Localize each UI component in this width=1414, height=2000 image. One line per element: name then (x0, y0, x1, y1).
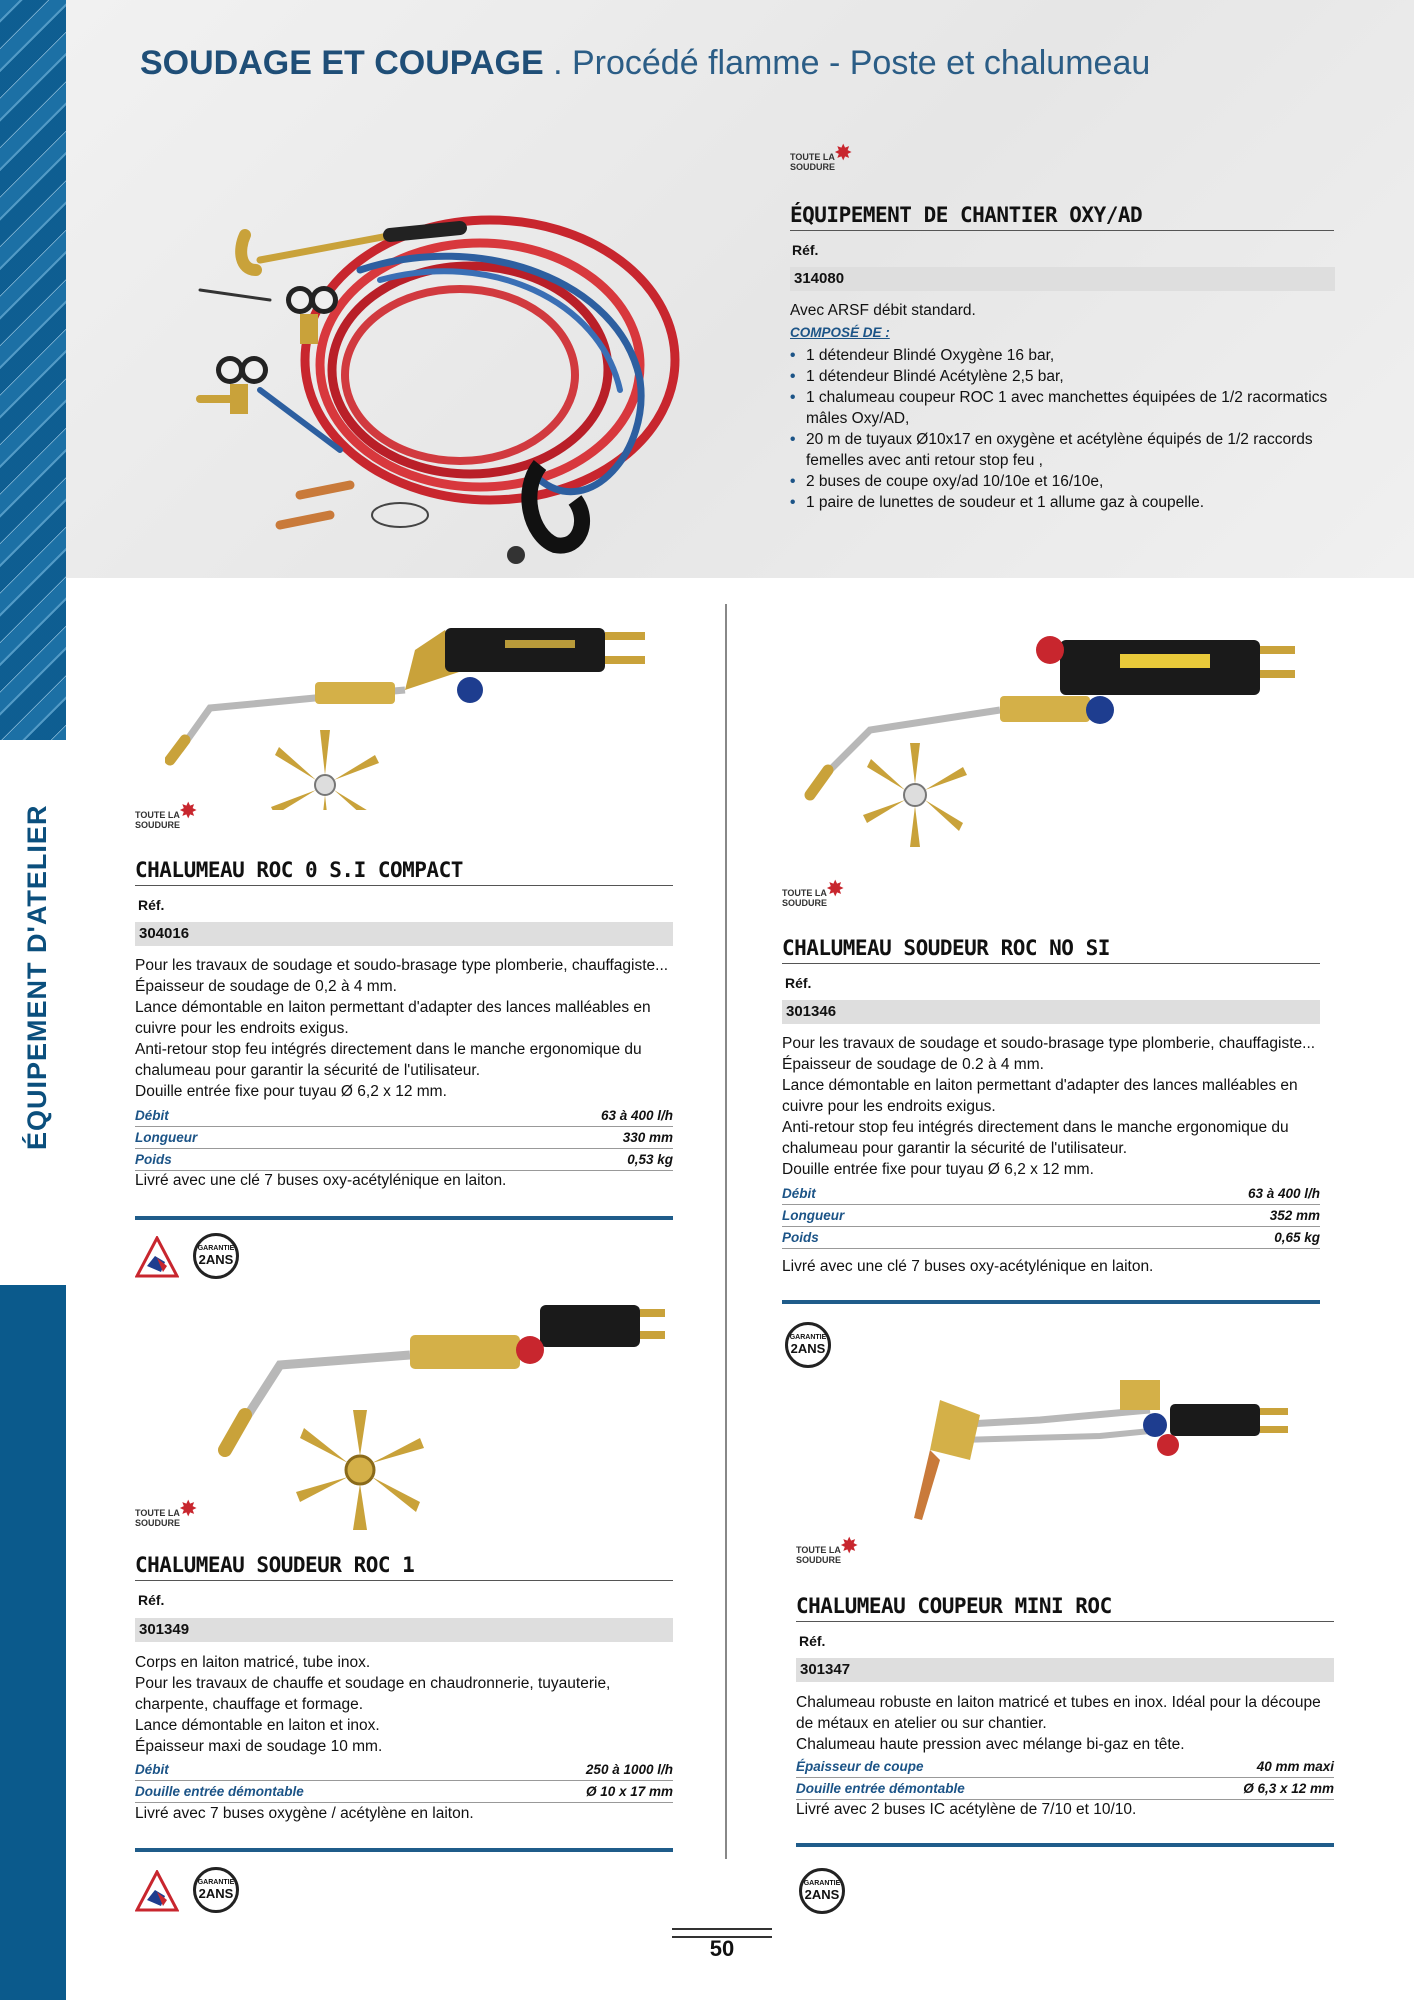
product-title: CHALUMEAU SOUDEUR ROC NO SI (782, 936, 1320, 964)
made-in-france-icon (135, 1870, 179, 1914)
desc-line: Anti-retour stop feu intégrés directement dans le manche ergonomique du chalumeau pour garantir la sécurité de l'utilisateur. (782, 1119, 1289, 1157)
brand-line2: SOUDURE (135, 1518, 181, 1528)
product-description (782, 1033, 1322, 1180)
product-title: CHALUMEAU SOUDEUR ROC 1 (135, 1553, 673, 1581)
spec-key: Épaisseur de coupe (796, 1759, 924, 1774)
spec-row (135, 1149, 673, 1171)
kit-image (160, 190, 720, 580)
spec-table (135, 1105, 673, 1171)
brand-line1: TOUTE LA (135, 1508, 180, 1518)
category-label: ÉQUIPEMENT D'ATELIER (22, 804, 52, 1150)
brand-line1: TOUTE LA (796, 1545, 841, 1555)
spec-row (135, 1759, 673, 1781)
spec-value: 63 à 400 l/h (1247, 1186, 1320, 1201)
spec-key: Débit (135, 1762, 169, 1777)
spec-value: 40 mm maxi (1256, 1759, 1334, 1774)
spec-value: 352 mm (1269, 1208, 1320, 1223)
warranty-badge (799, 1868, 845, 1914)
desc-line: Lance démontable en laiton permettant d'adapter des lances malléables en cuivre pour les endroits exigus. (782, 1077, 1298, 1115)
side-lower (0, 1285, 66, 2000)
spec-key: Longueur (135, 1130, 198, 1145)
desc-line: Pour les travaux de soudage et soudo-brasage type plomberie, chauffagiste... (782, 1035, 1316, 1052)
title-rest: . Procédé flamme - Poste et chalumeau (543, 44, 1151, 82)
spec-row (135, 1105, 673, 1127)
spec-value: 0,65 kg (1274, 1230, 1320, 1245)
warranty-badge (785, 1322, 831, 1368)
delivered-note: Livré avec 7 buses oxygène / acétylène en laiton. (135, 1805, 474, 1822)
desc-line: Pour les travaux de soudage et soudo-brasage type plomberie, chauffagiste... (135, 957, 669, 974)
product-description (135, 1652, 675, 1757)
spec-table (135, 1759, 673, 1803)
delivered-note: Livré avec une clé 7 buses oxy-acétylénique en laiton. (135, 1172, 507, 1189)
torch-roc0-image (165, 610, 665, 810)
torch-roc1-image (210, 1295, 670, 1535)
spec-value: Ø 10 x 17 mm (585, 1784, 673, 1799)
page-number (672, 1936, 772, 1962)
brand-star-icon: ✸ (826, 876, 845, 901)
brand-star-icon: ✸ (179, 1496, 198, 1521)
spec-key: Douille entrée démontable (135, 1784, 304, 1799)
section-rule (135, 1216, 673, 1220)
desc-line: Pour les travaux de chauffe et soudage en chaudronnerie, tuyauterie, charpente, chauffage et formage. (135, 1675, 611, 1713)
spec-key: Longueur (782, 1208, 845, 1223)
title-bold: SOUDAGE ET COUPAGE (140, 44, 544, 82)
delivered-note: Livré avec une clé 7 buses oxy-acétylénique en laiton. (782, 1258, 1154, 1275)
product-title: CHALUMEAU COUPEUR MINI ROC (796, 1594, 1334, 1622)
brand-logo (796, 1533, 859, 1565)
torch-miniroc-image (900, 1370, 1300, 1540)
list-item: • 1 paire de lunettes de soudeur et 1 allume gaz à coupelle. (790, 492, 1335, 513)
section-rule (135, 1848, 673, 1852)
delivered-note: Livré avec 2 buses IC acétylène de 7/10 et 10/10. (796, 1801, 1137, 1818)
brand-line2: SOUDURE (796, 1555, 842, 1565)
product-title: CHALUMEAU ROC 0 S.I COMPACT (135, 858, 673, 886)
badge-label: GARANTIE (789, 1334, 827, 1341)
warranty-badge (193, 1867, 239, 1913)
ref-value: 301346 (782, 1000, 1320, 1024)
spec-key: Débit (782, 1186, 816, 1201)
spec-row (796, 1756, 1334, 1778)
product-intro: Avec ARSF débit standard. (790, 302, 976, 319)
desc-line: Douille entrée fixe pour tuyau Ø 6,2 x 12 mm. (782, 1161, 1094, 1178)
brand-logo (135, 1496, 198, 1528)
spec-key: Douille entrée démontable (796, 1781, 965, 1796)
desc-line: Corps en laiton matricé, tube inox. (135, 1654, 371, 1671)
brand-line1: TOUTE LA (782, 888, 827, 898)
spec-row (135, 1781, 673, 1803)
badge-years: 2ANS (790, 1341, 826, 1356)
warranty-badge (193, 1233, 239, 1279)
page-number-rule (672, 1928, 772, 1938)
spec-key: Poids (782, 1230, 819, 1245)
brand-star-icon: ✸ (834, 140, 853, 165)
list-item: • 1 détendeur Blindé Oxygène 16 bar, (790, 345, 1335, 366)
ref-label: Réf. (138, 1592, 165, 1608)
badge-years: 2ANS (198, 1886, 234, 1901)
product-description (135, 955, 675, 1102)
ref-value: 301349 (135, 1618, 673, 1642)
spec-row (782, 1205, 1320, 1227)
badge-label: GARANTIE (197, 1245, 235, 1252)
brand-star-icon: ✸ (179, 798, 198, 823)
brand-line1: TOUTE LA (135, 810, 180, 820)
spec-value: 63 à 400 l/h (600, 1108, 673, 1123)
badge-label: GARANTIE (803, 1880, 841, 1887)
spec-row (796, 1778, 1334, 1800)
side-pattern (0, 0, 66, 740)
column-divider (725, 604, 727, 1859)
desc-line: Lance démontable en laiton permettant d'adapter des lances malléables en cuivre pour les endroits exigus. (135, 999, 651, 1037)
ref-value: 301347 (796, 1658, 1334, 1682)
list-item: • 20 m de tuyaux Ø10x17 en oxygène et acétylène équipés de 1/2 raccords femelles avec anti retour stop feu , (790, 429, 1335, 471)
section-rule (782, 1300, 1320, 1304)
page-title (140, 44, 1150, 83)
list-item: • 1 détendeur Blindé Acétylène 2,5 bar, (790, 366, 1335, 387)
spec-value: 330 mm (622, 1130, 673, 1145)
spec-key: Débit (135, 1108, 169, 1123)
spec-key: Poids (135, 1152, 172, 1167)
ref-label: Réf. (785, 975, 812, 991)
spec-value: 0,53 kg (627, 1152, 673, 1167)
brand-line2: SOUDURE (135, 820, 181, 830)
desc-line: Chalumeau haute pression avec mélange bi-gaz en tête. (796, 1736, 1185, 1753)
made-in-france-icon (135, 1236, 179, 1280)
spec-row (782, 1183, 1320, 1205)
desc-line: Épaisseur de soudage de 0.2 à 4 mm. (782, 1056, 1044, 1073)
badge-years: 2ANS (804, 1887, 840, 1902)
list-item: • 2 buses de coupe oxy/ad 10/10e et 16/10e, (790, 471, 1335, 492)
component-list (790, 345, 1335, 513)
brand-logo (782, 876, 845, 908)
product-title: ÉQUIPEMENT DE CHANTIER OXY/AD (790, 203, 1334, 231)
ref-label: Réf. (138, 897, 165, 913)
spec-row (782, 1227, 1320, 1249)
ref-value: 314080 (790, 267, 1335, 291)
spec-value: Ø 6,3 x 12 mm (1243, 1781, 1334, 1796)
desc-line: Douille entrée fixe pour tuyau Ø 6,2 x 12 mm. (135, 1083, 447, 1100)
composed-label: COMPOSÉ DE : (790, 325, 890, 340)
spec-table (782, 1183, 1320, 1249)
desc-line: Lance démontable en laiton et inox. (135, 1717, 380, 1734)
desc-line: Anti-retour stop feu intégrés directement dans le manche ergonomique du chalumeau pour garantir la sécurité de l'utilisateur. (135, 1041, 642, 1079)
brand-logo (135, 798, 198, 830)
badge-label: GARANTIE (197, 1879, 235, 1886)
spec-value: 250 à 1000 l/h (585, 1762, 673, 1777)
ref-value: 304016 (135, 922, 673, 946)
ref-label: Réf. (799, 1633, 826, 1649)
brand-star-icon: ✸ (840, 1533, 859, 1558)
spec-table (796, 1756, 1334, 1800)
brand-line1: TOUTE LA (790, 152, 835, 162)
list-item: • 1 chalumeau coupeur ROC 1 avec manchettes équipées de 1/2 racormatics mâles Oxy/AD, (790, 387, 1335, 429)
brand-logo (790, 140, 853, 172)
brand-line2: SOUDURE (790, 162, 836, 172)
brand-line2: SOUDURE (782, 898, 828, 908)
desc-line: Épaisseur maxi de soudage 10 mm. (135, 1738, 383, 1755)
badge-years: 2ANS (198, 1252, 234, 1267)
spec-row (135, 1127, 673, 1149)
product-description (796, 1692, 1336, 1755)
page-number-text: 50 (709, 1936, 735, 1961)
desc-line: Épaisseur de soudage de 0,2 à 4 mm. (135, 978, 397, 995)
ref-label: Réf. (792, 242, 819, 258)
section-rule (796, 1843, 1334, 1847)
torch-rocnosi-image (800, 630, 1300, 860)
desc-line: Chalumeau robuste en laiton matricé et tubes en inox. Idéal pour la découpe de métaux en atelier ou sur chantier. (796, 1694, 1321, 1732)
